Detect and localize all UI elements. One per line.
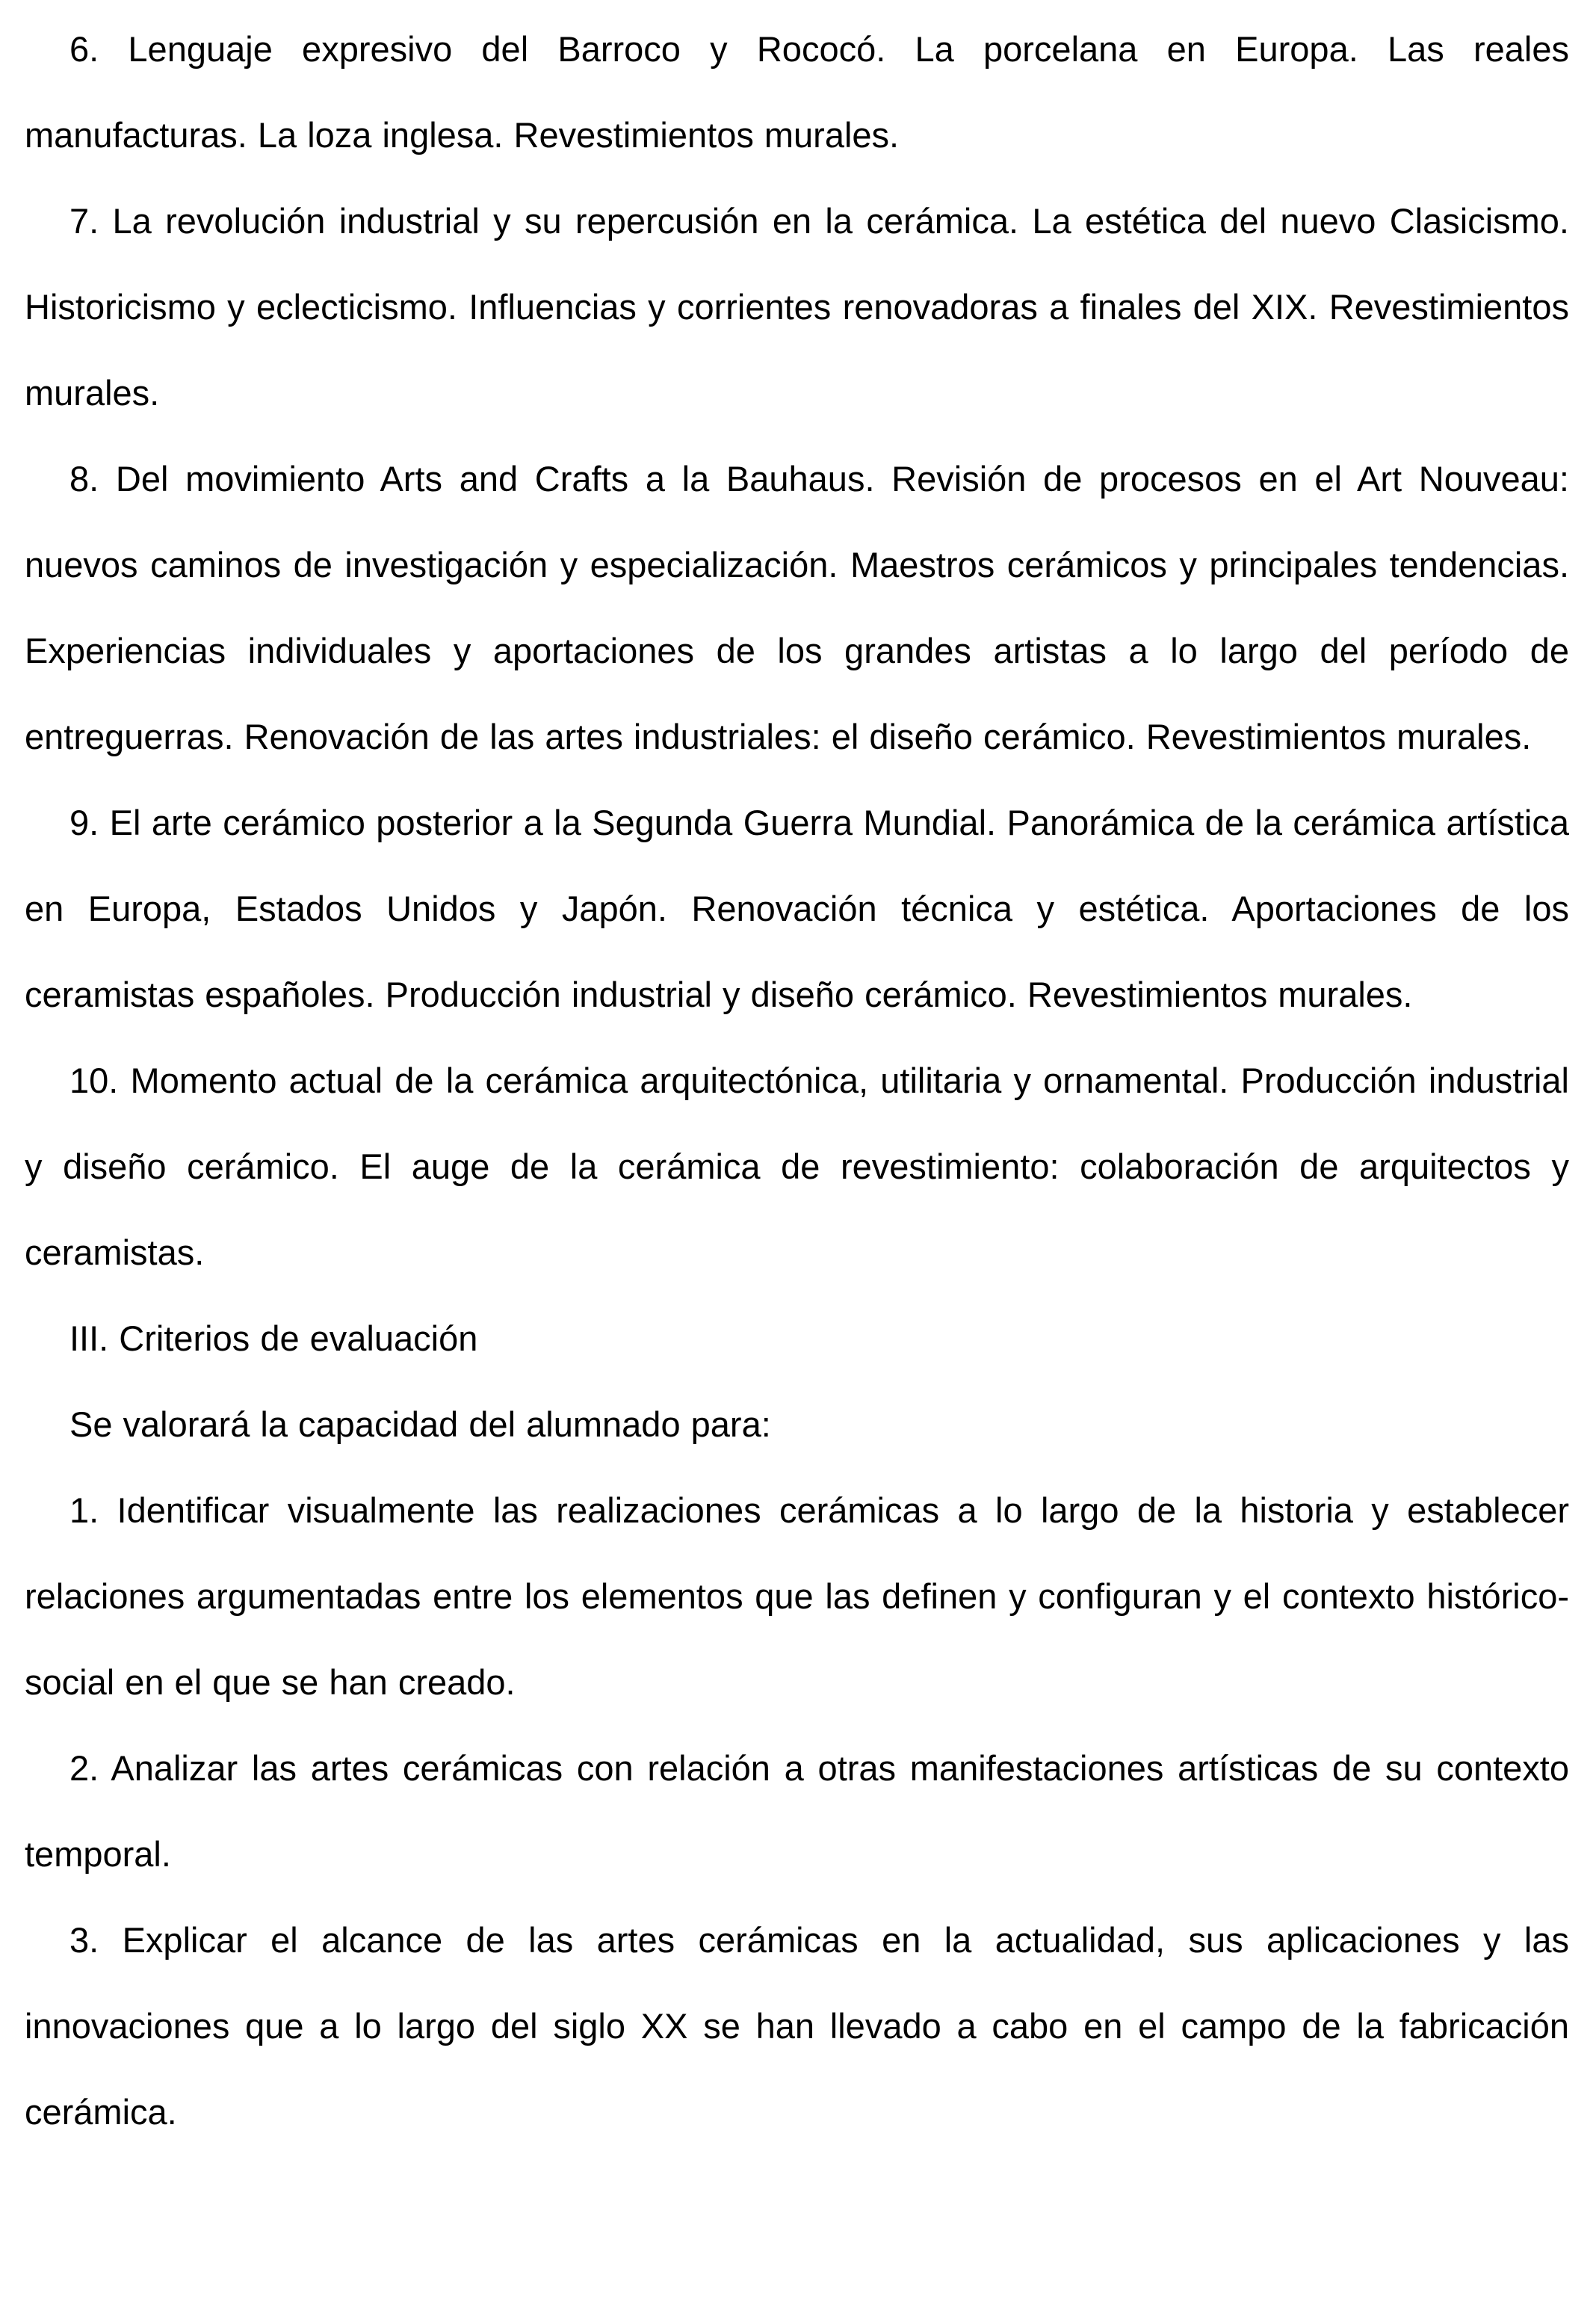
paragraph-item-6: 6. Lenguaje expresivo del Barroco y Rococó. La porcelana en Europa. Las reales manufacturas. La loza inglesa. Revestimientos murales. [25, 29, 1569, 155]
paragraph-criterio-3: 3. Explicar el alcance de las artes cerámicas en la actualidad, sus aplicaciones y las innovaciones que a lo largo del siglo XX se han llevado a cabo en el campo de la fabricación cerámica. [25, 1920, 1569, 2132]
paragraph-criterio-2: 2. Analizar las artes cerámicas con relación a otras manifestaciones artísticas de su contexto temporal. [25, 1748, 1569, 1874]
paragraph-item-7: 7. La revolución industrial y su repercusión en la cerámica. La estética del nuevo Clasicismo. Historicismo y eclecticismo. Influencias y corrientes renovadoras a finales del XIX. Revestimientos murales. [25, 201, 1569, 413]
paragraph-criterio-1: 1. Identificar visualmente las realizaciones cerámicas a lo largo de la historia y establecer relaciones argumentadas entre los elementos que las definen y configuran y el contexto histórico-social en el que se han creado. [25, 1490, 1569, 1702]
paragraph-intro-evaluacion: Se valorará la capacidad del alumnado para: [69, 1404, 771, 1444]
section-heading-criterios: III. Criterios de evaluación [69, 1318, 478, 1358]
paragraph-item-9: 9. El arte cerámico posterior a la Segunda Guerra Mundial. Panorámica de la cerámica artística en Europa, Estados Unidos y Japón. Renovación técnica y estética. Aportaciones de los ceramistas españoles. Producción industrial y diseño cerámico. Revestimientos murales. [25, 803, 1569, 1014]
paragraph-item-8: 8. Del movimiento Arts and Crafts a la Bauhaus. Revisión de procesos en el Art Nouveau: nuevos caminos de investigación y especialización. Maestros cerámicos y principales tendencias. Experiencias individuales y aportaciones de los grandes artistas a lo largo del período de entreguerras. Renovación de las artes industriales: el diseño cerámico. Revestimientos murales. [25, 459, 1569, 756]
paragraph-item-10: 10. Momento actual de la cerámica arquitectónica, utilitaria y ornamental. Producción industrial y diseño cerámico. El auge de la cerámica de revestimiento: colaboración de arquitectos y ceramistas. [25, 1061, 1569, 1272]
